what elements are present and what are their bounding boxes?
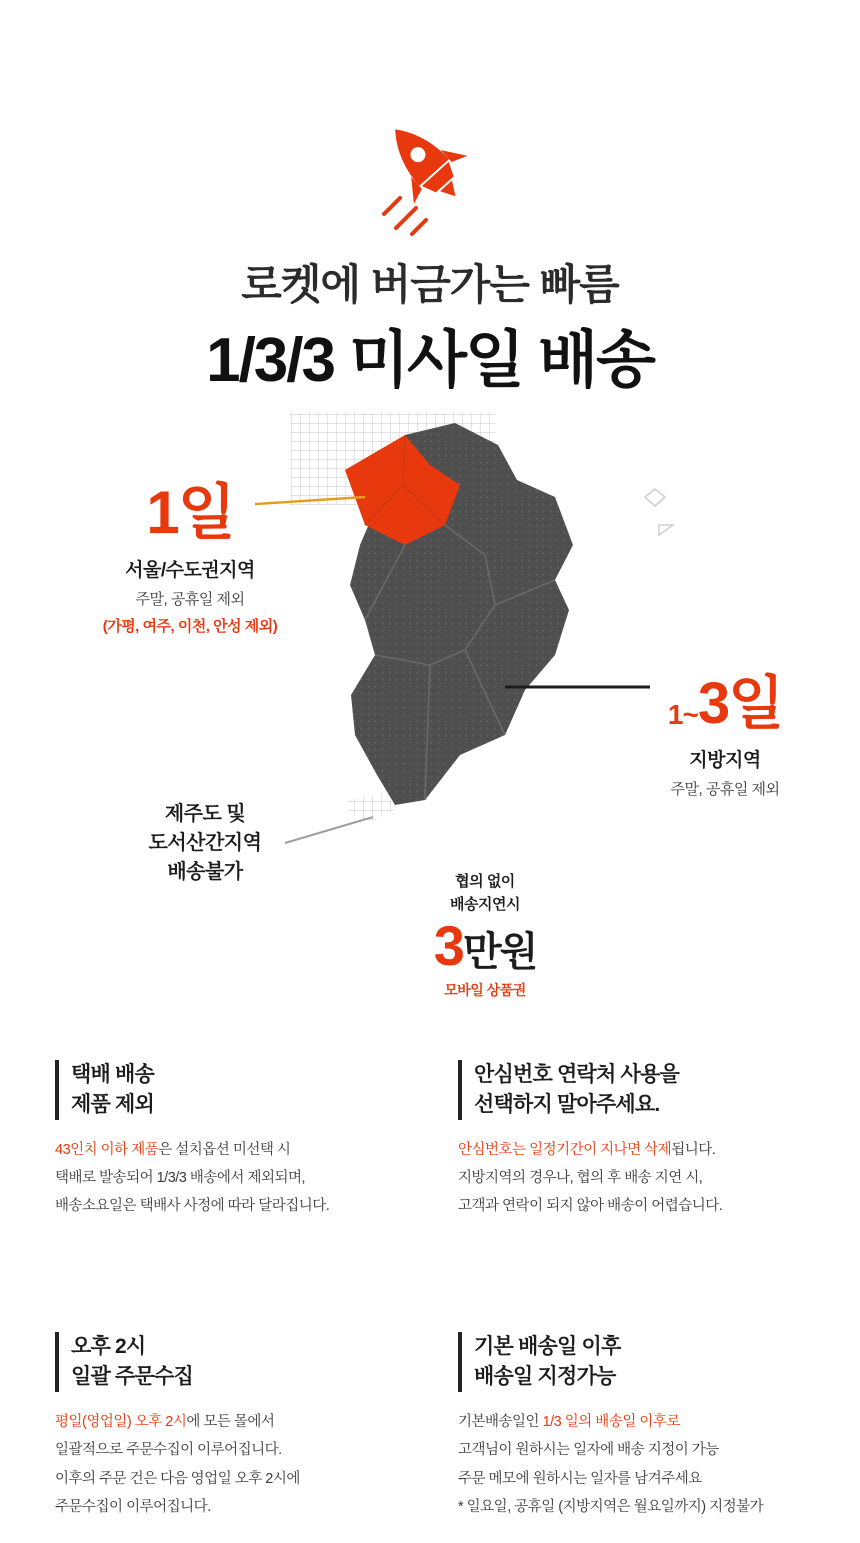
coupon-unit: 만원: [462, 930, 537, 974]
notice-title-line-1: 안심번호 연락처 사용을: [474, 1063, 679, 1086]
notice-title-line-2: 배송일 지정가능: [474, 1365, 616, 1389]
seoul-exception: (가평, 여주, 이천, 안성 제외): [102, 618, 278, 635]
korea-map-graphic: [255, 405, 675, 875]
notice-text: 됩니다.: [671, 1141, 716, 1158]
notice-card-safenumber: [430, 1060, 860, 1220]
rocket-icon: [350, 110, 510, 240]
notice-title-line-1: 기본 배송일 이후: [474, 1335, 621, 1359]
seoul-days: 1일: [146, 479, 234, 546]
page-title: 1/3/3 미사일 배송: [206, 326, 654, 395]
notice-body: [55, 1408, 410, 1521]
notice-card-cutoff: [0, 1332, 430, 1521]
notice-body: [55, 1136, 410, 1221]
notice-text: 기본배송일인: [458, 1414, 543, 1431]
notice-body-line: [458, 1465, 840, 1493]
notice-text: 주문 메모에 원하시는 일자를 남겨주세요: [458, 1470, 702, 1487]
notice-body: [458, 1408, 840, 1521]
notice-text: 지방지역의 경우나, 협의 후 배송 지연 시,: [458, 1169, 703, 1186]
notice-highlight: 안심번호는 일정기간이 지나면 삭제: [458, 1141, 672, 1158]
notice-text: 배송소요일은 택배사 사정에 따라 달라집니다.: [55, 1198, 330, 1215]
coupon-type: 모바일 상품권: [444, 982, 526, 998]
notice-title: [55, 1332, 410, 1392]
notice-highlight: 43인치 이하 제품: [55, 1141, 159, 1158]
notice-grid: [0, 1060, 860, 1521]
notice-row-1: [0, 1060, 860, 1220]
notice-body-line: [458, 1436, 840, 1464]
notice-body-line: [55, 1436, 410, 1464]
local-title: 지방지역: [689, 750, 761, 771]
notice-title-line-2: 일괄 주문수집: [71, 1365, 193, 1389]
notice-body-line: [55, 1465, 410, 1493]
notice-body-line: [55, 1136, 410, 1164]
local-days-prefix: 1~: [667, 699, 698, 730]
notice-body: [458, 1136, 840, 1221]
notice-highlight: 평일(영업일) 오후 2시: [55, 1414, 187, 1431]
notice-title: [458, 1332, 840, 1392]
notice-title-line-1: 택배 배송: [71, 1063, 154, 1086]
seoul-note: 주말, 공휴일 제외: [135, 591, 245, 608]
notice-text: 주문수집이 이루어집니다.: [55, 1498, 211, 1515]
notice-row-2: [0, 1332, 860, 1521]
notice-text: 에 모든 몰에서: [186, 1414, 275, 1431]
notice-body-line: [55, 1408, 410, 1436]
notice-title-line-1: 오후 2시: [71, 1335, 146, 1359]
notice-text: 고객과 연락이 되지 않아 배송이 어렵습니다.: [458, 1198, 723, 1215]
notice-body-line: [458, 1408, 840, 1436]
delay-compensation-label: [370, 870, 600, 1000]
jeju-line-2: 도서산간지역: [148, 832, 262, 854]
notice-text: 은 설치옵션 미선택 시: [158, 1141, 291, 1158]
jeju-line-1: 제주도 및: [164, 803, 246, 825]
local-days: 3일: [697, 671, 783, 736]
notice-text: 고객님이 원하시는 일자에 배송 지정이 가능: [458, 1442, 719, 1459]
region-local-label: [600, 671, 850, 799]
notice-card-parcel: [0, 1060, 430, 1220]
jeju-line-3: 배송불가: [167, 861, 243, 883]
notice-title-line-2: 선택하지 말아주세요.: [474, 1092, 660, 1116]
notice-body-line: [55, 1493, 410, 1521]
notice-body-line: [458, 1192, 840, 1220]
notice-body-line: [458, 1136, 840, 1164]
seoul-title: 서울/수도권지역: [125, 560, 255, 581]
notice-text: 일괄적으로 주문수집이 이루어집니다.: [55, 1442, 282, 1459]
coupon-line-1: 협의 없이: [455, 873, 515, 890]
notice-title: [458, 1060, 840, 1120]
region-seoul-label: [60, 479, 320, 636]
coupon-amount: 3: [433, 914, 463, 977]
notice-card-schedule: [430, 1332, 860, 1521]
korea-map-section: [0, 405, 860, 1025]
notice-body-line: [458, 1164, 840, 1192]
notice-text: 이후의 주문 건은 다음 영업일 오후 2시에: [55, 1470, 300, 1487]
headline-sub: 로켓에 버금가는 빠름: [241, 261, 619, 308]
region-jeju-label: [95, 800, 315, 887]
coupon-line-2: 배송지연시: [450, 896, 520, 913]
notice-body-line: [458, 1493, 840, 1521]
notice-title-line-2: 제품 제외: [71, 1092, 154, 1116]
notice-text: 택배로 발송되어 1/3/3 배송에서 제외되며,: [55, 1169, 305, 1186]
row-spacer: [0, 1220, 860, 1332]
notice-title: [55, 1060, 410, 1120]
notice-body-line: [55, 1164, 410, 1192]
notice-highlight: 1/3 일의 배송일 이후로: [542, 1414, 680, 1431]
notice-text: * 일요일, 공휴일 (지방지역은 월요일까지) 지정불가: [458, 1498, 764, 1515]
rocket-illustration: [0, 110, 860, 240]
notice-body-line: [55, 1192, 410, 1220]
local-note: 주말, 공휴일 제외: [670, 781, 780, 798]
